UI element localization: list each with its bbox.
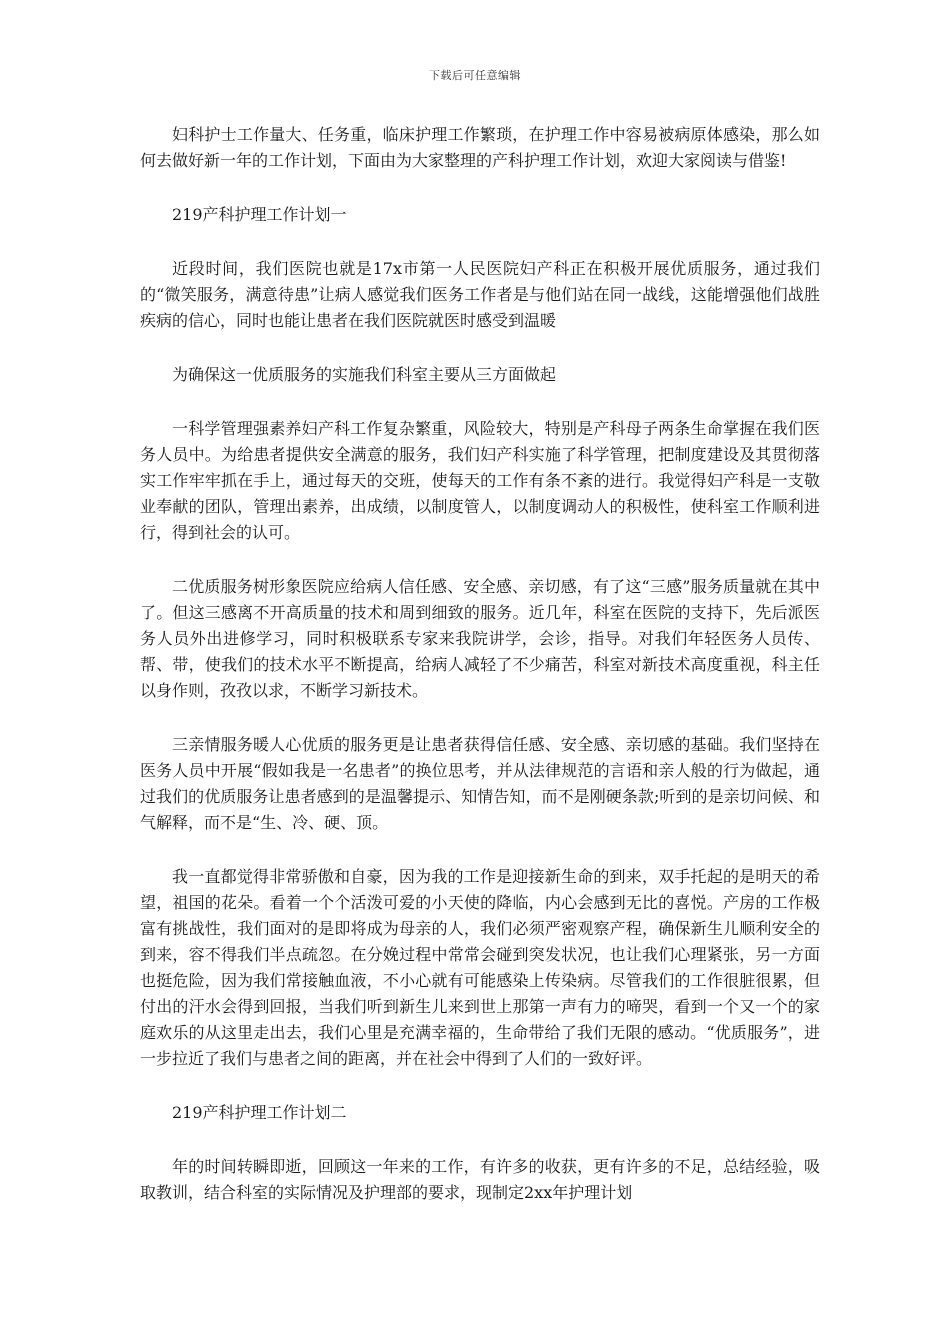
document-body: [140, 122, 820, 1234]
paragraph-family-service: 三亲情服务暖人心优质的服务更是让患者获得信任感、安全感、亲切感的基础。我们坚持在医务人员中开展“假如我是一名患者”的换位思考，并从法律规范的言语和亲人般的行为做起，通过我们的优质服务让患者感到的是温馨提示、知情告知，而不是刚硬条款;听到的是亲切问候、和气解释，而不是“生、冷、硬、顶。: [140, 735, 820, 832]
paragraph-personal-reflection: 我一直都觉得非常骄傲和自豪，因为我的工作是迎接新生命的到来，双手托起的是明天的希望，祖国的花朵。看着一个个活泼可爱的小天使的降临，内心会感到无比的喜悦。产房的工作极富有挑战性，我们面对的是即将成为母亲的人，我们必须严密观察产程，确保新生儿顺利安全的到来，容不得我们半点疏忽。在分娩过程中常常会碰到突发状况，也让我们心理紧张，另一方面也挺危险，因为我们常接触血液，不小心就有可能感染上传染病。尽管我们的工作很脏很累，但付出的汗水会得到回报，当我们听到新生儿来到世上那第一声有力的啼哭，看到一个又一个的家庭欢乐的从这里走出去，我们心里是充满幸福的，生命带给了我们无限的感动。“优质服务”，进一步拉近了我们与患者之间的距离，并在社会中得到了人们的一致好评。: [140, 867, 820, 1068]
section-heading-plan-two: 219产科护理工作计划二: [172, 1103, 347, 1122]
paragraph-quality-service: 二优质服务树形象医院应给病人信任感、安全感、亲切感，有了这“三感”服务质量就在其中了。但这三感离不开高质量的技术和周到细致的服务。近几年，科室在医院的支持下，先后派医务人员外出进修学习，同时积极联系专家来我院讲学，会诊，指导。对我们年轻医务人员传、帮、带，使我们的技术水平不断提高，给病人减轻了不少痛苦，科室对新技术高度重视，科主任以身作则，孜孜以求，不断学习新技术。: [140, 577, 820, 700]
section-heading-plan-one: 219产科护理工作计划一: [172, 205, 347, 224]
paragraph-plan-two-intro: 年的时间转瞬即逝，回顾这一年来的工作，有许多的收获，更有许多的不足，总结经验，吸取教训，结合科室的实际情况及护理部的要求，现制定2xx年护理计划: [140, 1157, 820, 1202]
page-header: 下载后可任意编辑: [429, 69, 521, 82]
paragraph-three-aspects: 为确保这一优质服务的实施我们科室主要从三方面做起: [172, 365, 557, 384]
paragraph-service-intro: 近段时间，我们医院也就是17x市第一人民医院妇产科正在积极开展优质服务，通过我们的“微笑服务，满意待患”让病人感觉我们医务工作者是与他们站在同一战线，这能增强他们战胜疾病的信心，同时也能让患者在我们医院就医时感受到温暖: [140, 259, 820, 330]
intro-paragraph: 妇科护士工作量大、任务重，临床护理工作繁琐，在护理工作中容易被病原体感染，那么如何去做好新一年的工作计划，下面由为大家整理的产科护理工作计划，欢迎大家阅读与借鉴!: [140, 125, 820, 170]
paragraph-scientific-management: 一科学管理强素养妇产科工作复杂繁重，风险较大，特别是产科母子两条生命掌握在我们医务人员中。为给患者提供安全满意的服务，我们妇产科实施了科学管理，把制度建设及其贯彻落实工作牢牢抓在手上，通过每天的交班，使每天的工作有条不紊的进行。我觉得妇产科是一支敬业奉献的团队，管理出素养，出成绩，以制度管人，以制度调动人的积极性，使科室工作顺利进行，得到社会的认可。: [140, 419, 820, 542]
